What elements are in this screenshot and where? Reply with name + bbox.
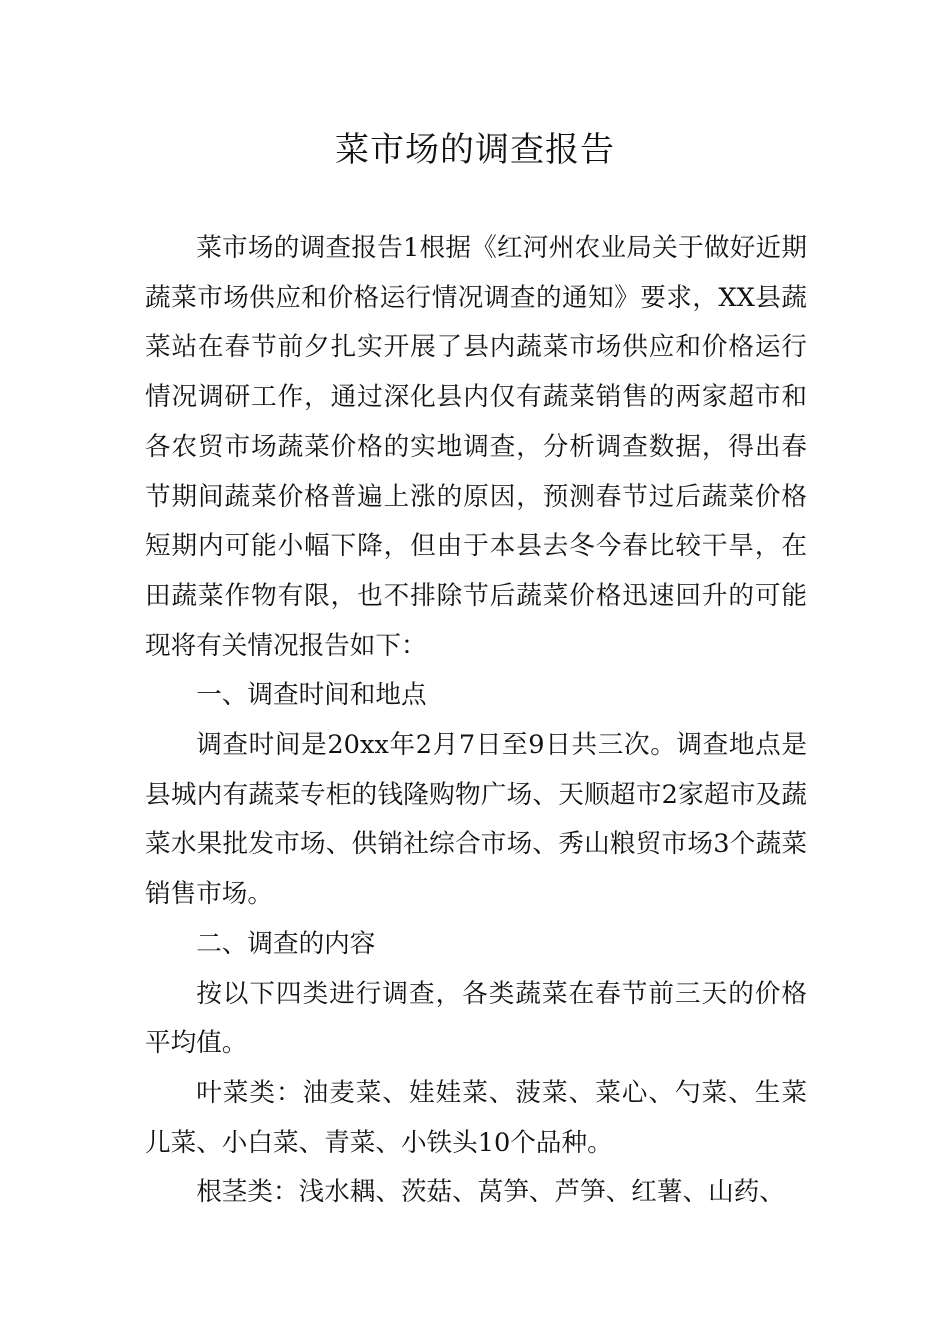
document-title: 菜市场的调查报告 — [335, 130, 615, 170]
section-heading-content: 二、调查的内容 — [196, 928, 376, 959]
paragraph-content-method: 按以下四类进行调查，各类蔬菜在春节前三天的价格平均值。 — [145, 978, 807, 1059]
paragraph-intro: 菜市场的调查报告1根据《红河州农业局关于做好近期蔬菜市场供应和价格运行情况调查的通知》要求，XX县蔬菜站在春节前夕扎实开展了县内蔬菜市场供应和价格运行情况调研工作，通过深化县内仅有蔬菜销售的两家超市和各农贸市场蔬菜价格的实地调查，分析调查数据，得出春节期间蔬菜价格普遍上涨的原因，预测春节过后蔬菜价格短期内可能小幅下降，但由于本县去冬今春比较干旱，在田蔬菜作物有限，也不排除节后蔬菜价格迅速回升的可能现将有关情况报告如下： — [145, 233, 807, 661]
document-body — [145, 224, 807, 1218]
section-heading-time-place: 一、调查时间和地点 — [196, 680, 427, 711]
paragraph-leafy-vegetables: 叶菜类：油麦菜、娃娃菜、菠菜、菜心、勺菜、生菜儿菜、小白菜、青菜、小铁头10个品种。 — [145, 1077, 807, 1158]
paragraph-time-place: 调查时间是20xx年2月7日至9日共三次。调查地点是县城内有蔬菜专柜的钱隆购物广场、天顺超市2家超市及蔬菜水果批发市场、供销社综合市场、秀山粮贸市场3个蔬菜销售市场。 — [145, 730, 807, 910]
paragraph-root-vegetables: 根茎类：浅水耦、茨菇、莴笋、芦笋、红薯、山药、 — [196, 1177, 785, 1208]
